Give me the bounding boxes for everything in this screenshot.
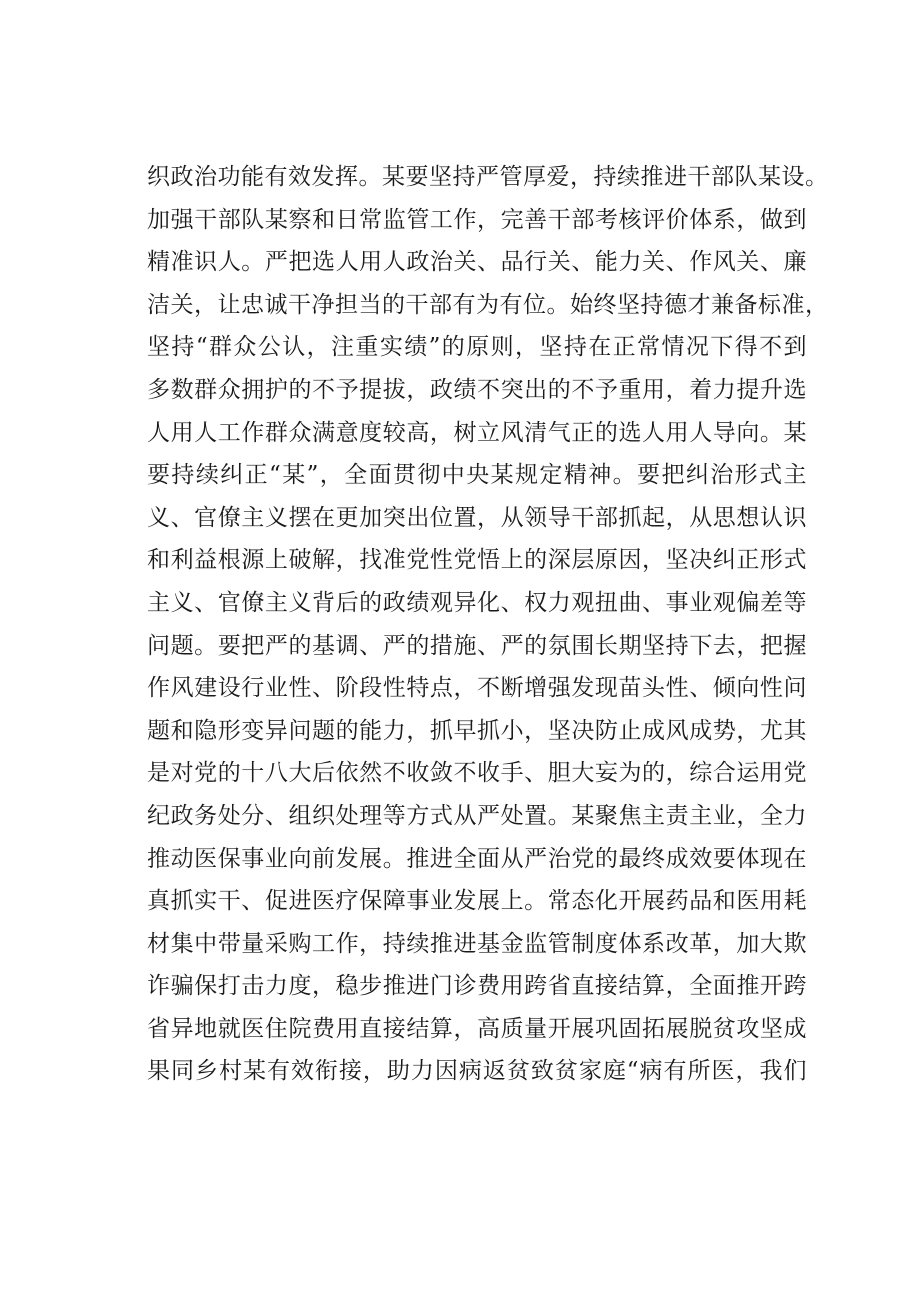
text-line: 果同乡村某有效衔接，助力因病返贫致贫家庭“病有所医，我们	[147, 1058, 807, 1085]
text-line: 省异地就医住院费用直接结算，高质量开展巩固拓展脱贫攻坚成	[147, 1015, 807, 1042]
text-line: 是对党的十八大后依然不收敛不收手、胆大妄为的，综合运用党	[147, 760, 807, 787]
text-line: 材集中带量采购工作，持续推进基金监管制度体系改革，加大欺	[147, 930, 807, 957]
text-line: 洁关，让忠诚干净担当的干部有为有位。始终坚持德才兼备标准，	[147, 291, 829, 318]
text-line: 人用人工作群众满意度较高，树立风清气正的选人用人导向。某	[147, 419, 807, 446]
text-line: 多数群众拥护的不予提拔，政绩不突出的不予重用，着力提升选	[147, 376, 807, 403]
text-line: 推动医保事业向前发展。推进全面从严治党的最终成效要体现在	[147, 845, 807, 872]
text-line: 作风建设行业性、阶段性特点，不断增强发现苗头性、倾向性问	[147, 675, 807, 702]
text-line: 精准识人。严把选人用人政治关、品行关、能力关、作风关、廉	[147, 249, 807, 276]
text-line: 义、官僚主义摆在更加突出位置，从领导干部抓起，从思想认识	[147, 504, 807, 531]
text-line: 纪政务处分、组织处理等方式从严处置。某聚焦主责主业，全力	[147, 802, 807, 829]
text-line: 诈骗保打击力度，稳步推进门诊费用跨省直接结算，全面推开跨	[147, 973, 807, 1000]
text-line: 织政治功能有效发挥。某要坚持严管厚爱，持续推进干部队某设。	[147, 164, 829, 190]
text-line: 要持续纠正“某”，全面贯彻中央某规定精神。要把纠治形式主	[147, 462, 807, 489]
body-text	[147, 156, 829, 1093]
text-line: 加强干部队某察和日常监管工作，完善干部考核评价体系，做到	[147, 206, 807, 233]
text-line: 坚持“群众公认，注重实绩”的原则，坚持在正常情况下得不到	[147, 334, 807, 361]
text-line: 题和隐形变异问题的能力，抓早抓小，坚决防止成风成势，尤其	[147, 717, 807, 744]
text-line: 主义、官僚主义背后的政绩观异化、权力观扭曲、事业观偏差等	[147, 589, 807, 616]
text-line: 和利益根源上破解，找准党性党悟上的深层原因，坚决纠正形式	[147, 547, 807, 574]
text-line: 真抓实干、促进医疗保障事业发展上。常态化开展药品和医用耗	[147, 888, 807, 915]
text-line: 问题。要把严的基调、严的措施、严的氛围长期坚持下去，把握	[147, 632, 807, 659]
